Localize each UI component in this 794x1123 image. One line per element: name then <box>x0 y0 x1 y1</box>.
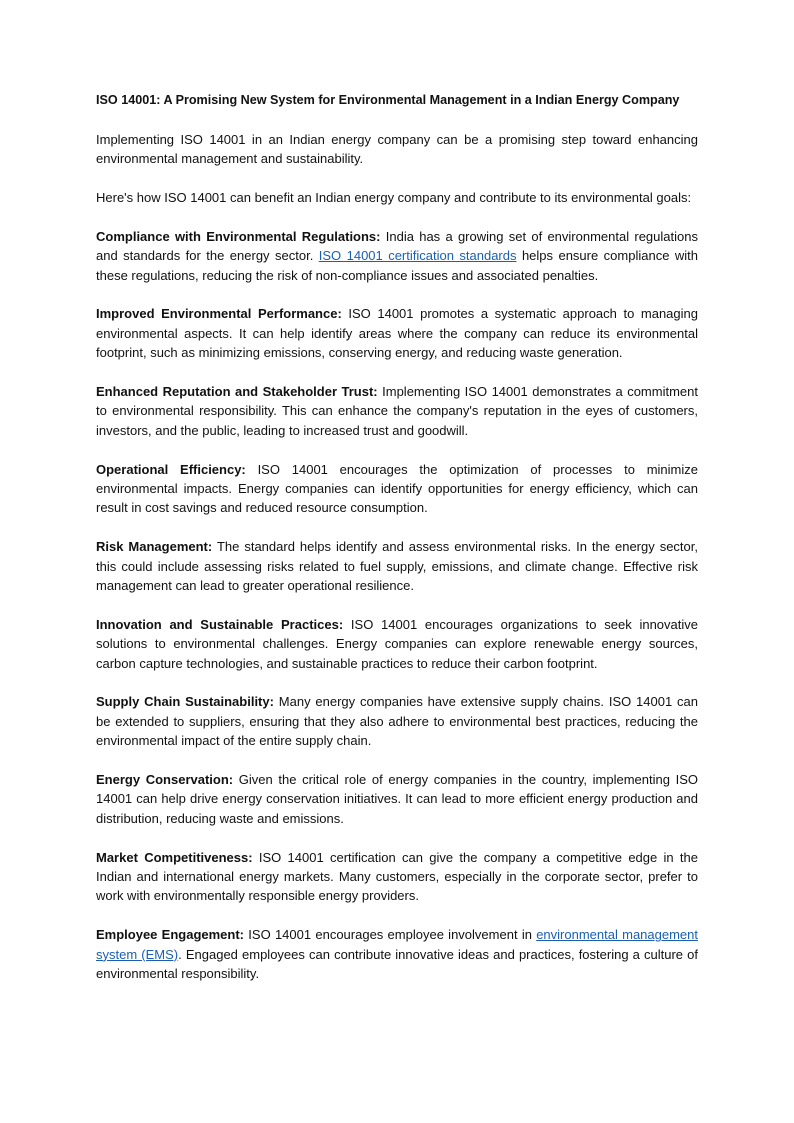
document-title: ISO 14001: A Promising New System for Environmental Management in a Indian Energy Company <box>96 93 680 107</box>
benefit-text: Many energy companies have extensive supply chains. ISO 14001 can be extended to suppliers, ensuring that they also adhere to environmental best practices, reducing the environmental impact of the entire supply chain. <box>96 694 698 749</box>
benefit-paragraph <box>96 692 698 750</box>
intro-paragraph: Here's how ISO 14001 can benefit an Indian energy company and contribute to its environmental goals: <box>96 190 692 205</box>
benefit-text: . Engaged employees can contribute innovative ideas and practices, fostering a culture of environmental responsibility. <box>96 946 698 982</box>
benefit-heading: Enhanced Reputation and Stakeholder Trust: <box>96 384 378 400</box>
benefit-paragraph <box>96 925 698 983</box>
benefit-paragraph <box>96 615 698 673</box>
benefit-paragraph <box>96 537 698 595</box>
benefit-heading: Employee Engagement: <box>96 927 245 943</box>
benefit-heading: Energy Conservation: <box>96 772 234 788</box>
benefit-heading: Market Competitiveness: <box>96 849 253 865</box>
benefit-heading: Innovation and Sustainable Practices: <box>96 616 344 632</box>
benefit-paragraph <box>96 382 698 440</box>
benefit-heading: Operational Efficiency: <box>96 461 246 477</box>
benefit-text: The standard helps identify and assess environmental risks. In the energy sector, this could include assessing risks related to fuel supply, emissions, and climate change. Effective risk management can lead to greater operational resilience. <box>96 539 698 594</box>
benefit-heading: Improved Environmental Performance: <box>96 306 342 322</box>
benefit-paragraph <box>96 848 698 906</box>
benefit-paragraph <box>96 770 698 828</box>
benefit-text: ISO 14001 promotes a systematic approach to managing environmental aspects. It can help identify areas where the company can reduce its environmental footprint, such as minimizing emissions, conserving energy, and reducing waste generation. <box>96 306 698 361</box>
benefit-text: Given the critical role of energy companies in the country, implementing ISO 14001 can help drive energy conservation initiatives. It can lead to more efficient energy production and distribution, reducing waste and emissions. <box>96 772 698 826</box>
benefit-heading: Risk Management: <box>96 539 213 555</box>
inline-link[interactable]: environmental management system (EMS) <box>96 927 699 962</box>
benefit-text: India has a growing set of environmental regulations and standards for the energy sector. <box>96 228 698 264</box>
benefit-heading: Supply Chain Sustainability: <box>96 694 274 710</box>
benefit-text: ISO 14001 certification can give the company a competitive edge in the Indian and international energy markets. Many customers, especially in the corporate sector, prefer to work with environmentally responsible energy providers. <box>96 849 698 904</box>
benefit-heading: Compliance with Environmental Regulations: <box>96 228 381 244</box>
benefit-sections <box>96 227 698 984</box>
benefit-paragraph <box>96 227 698 285</box>
benefit-text: ISO 14001 encourages employee involvement in <box>244 927 537 943</box>
benefit-paragraph <box>96 460 698 518</box>
intro-paragraph: Implementing ISO 14001 in an Indian energy company can be a promising step toward enhancing environmental management and sustainability. <box>96 131 698 167</box>
document-page <box>96 91 698 1003</box>
inline-link[interactable]: ISO 14001 certification standards <box>318 248 517 264</box>
benefit-text: helps ensure compliance with these regulations, reducing the risk of non-compliance issues and associated penalties. <box>96 248 698 283</box>
benefit-text: ISO 14001 encourages the optimization of processes to minimize environmental impacts. Energy companies can identify opportunities for energy efficiency, which can result in cost savings and reduced resource consumption. <box>96 461 699 516</box>
benefit-text: ISO 14001 encourages organizations to seek innovative solutions to environmental challenges. Energy companies can explore renewable energy sources, carbon capture technologies, and sustainable practices to reduce their carbon footprint. <box>96 616 699 671</box>
benefit-paragraph <box>96 304 698 362</box>
benefit-text: Implementing ISO 14001 demonstrates a commitment to environmental responsibility. This can enhance the company's reputation in the eyes of customers, investors, and the public, leading to increased trust and goodwill. <box>96 384 698 438</box>
